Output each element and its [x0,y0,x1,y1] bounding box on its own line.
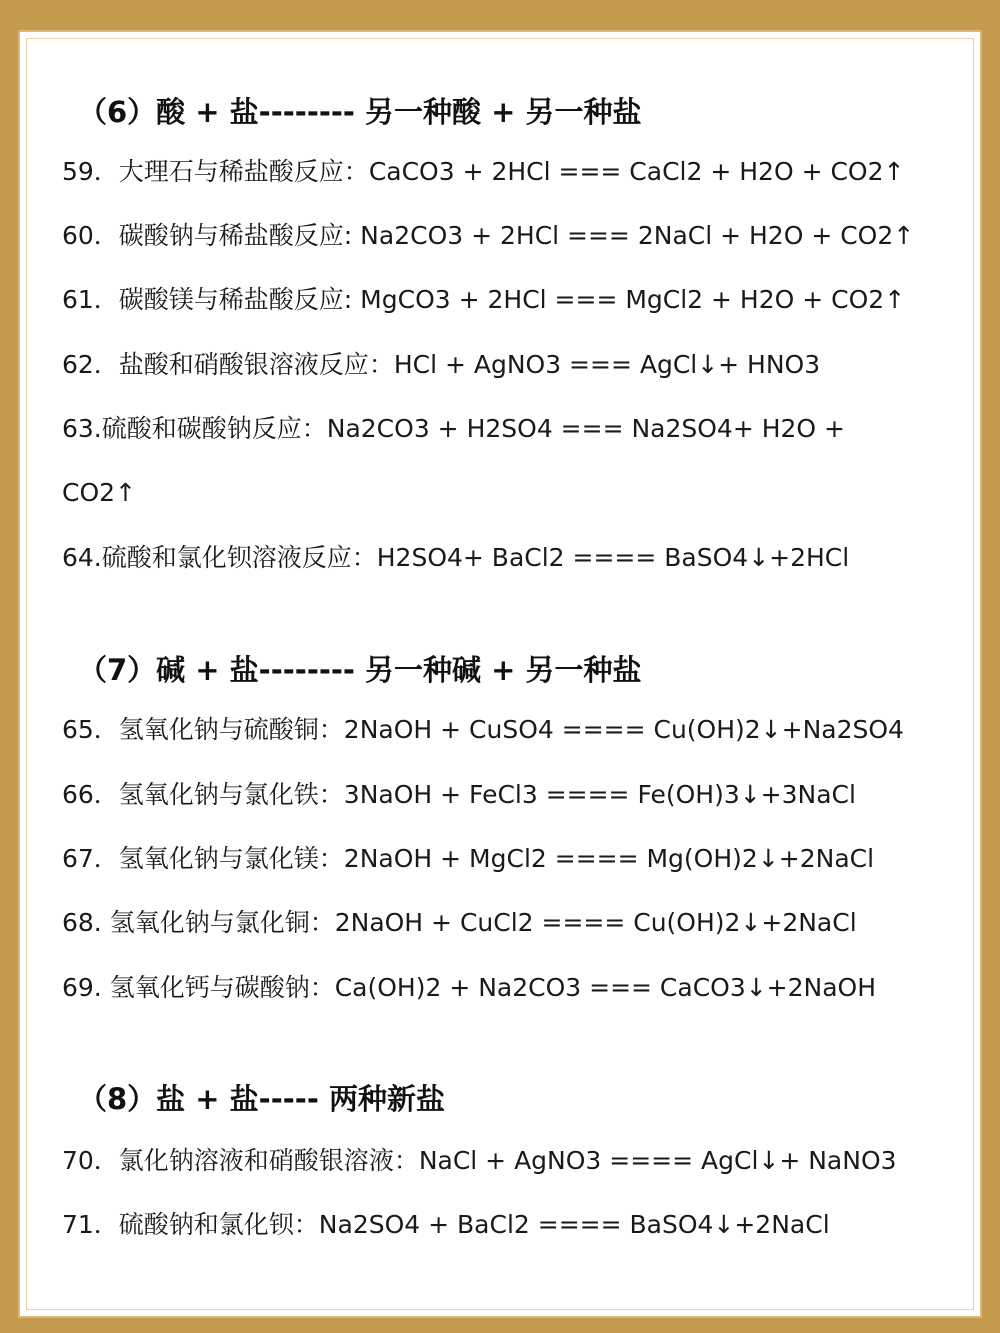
equation-63-continuation: CO2↑ [62,478,136,507]
equation-71: 71．硫酸钠和氯化钡：Na2SO4 + BaCl2 ==== BaSO4↓+2NaCl [62,1210,830,1239]
equation-69: 69. 氢氧化钙与碳酸钠：Ca(OH)2 + Na2CO3 === CaCO3↓+2NaOH [62,973,877,1002]
section-title-acid-salt: （6）酸 + 盐-------- 另一种酸 + 另一种盐 [78,95,642,129]
equation-61: 61．碳酸镁与稀盐酸反应: MgCO3 + 2HCl === MgCl2 + H2O + CO2↑ [62,285,906,314]
equation-62: 62．盐酸和硝酸银溶液反应：HCl + AgNO3 === AgCl↓+ HNO3 [62,350,821,379]
equation-59: 59．大理石与稀盐酸反应：CaCO3 + 2HCl === CaCl2 + H2O + CO2↑ [62,157,905,186]
equation-65: 65．氢氧化钠与硫酸铜：2NaOH + CuSO4 ==== Cu(OH)2↓+Na2SO4 [62,715,904,744]
equation-70: 70．氯化钠溶液和硝酸银溶液：NaCl + AgNO3 ==== AgCl↓+ NaNO3 [62,1146,897,1175]
section-title-salt-salt: （8）盐 + 盐----- 两种新盐 [78,1082,445,1116]
equation-66: 66．氢氧化钠与氯化铁：3NaOH + FeCl3 ==== Fe(OH)3↓+3NaCl [62,780,856,809]
equation-67: 67．氢氧化钠与氯化镁：2NaOH + MgCl2 ==== Mg(OH)2↓+2NaCl [62,844,875,873]
equation-68: 68. 氢氧化钠与氯化铜：2NaOH + CuCl2 ==== Cu(OH)2↓+2NaCl [62,908,857,937]
equation-64: 64.硫酸和氯化钡溶液反应：H2SO4+ BaCl2 ==== BaSO4↓+2HCl [62,543,850,572]
page-frame [18,30,982,1318]
equation-63: 63.硫酸和碳酸钠反应：Na2CO3 + H2SO4 === Na2SO4+ H2O + [62,414,846,443]
equation-60: 60．碳酸钠与稀盐酸反应: Na2CO3 + 2HCl === 2NaCl + H2O + CO2↑ [62,221,915,250]
section-title-base-salt: （7）碱 + 盐-------- 另一种碱 + 另一种盐 [78,653,642,687]
